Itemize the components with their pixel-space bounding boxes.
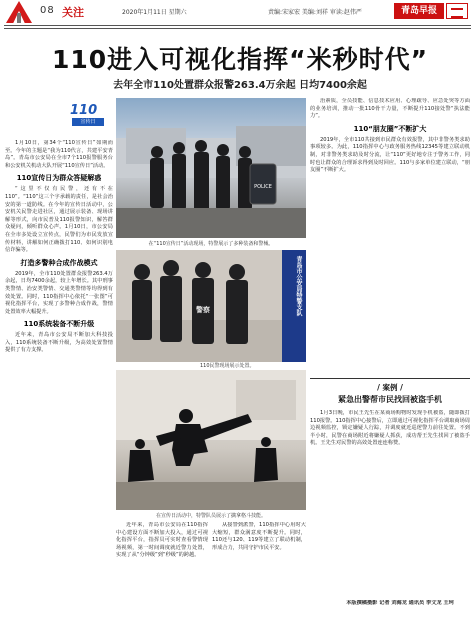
section-body-combat: 2019年，全市110处置群众报警263.4万余起，日均7400余起，较上年增长。其中刑事类警情、治安类警情、交通类警情等均得到有效处置。同时，110指挥中心依托“一张图”可视化指挥平台，实现了多警种合成作战，警情处置效率大幅提升。 [5,270,113,315]
issue-date: 2020年1月11日 星期六 [122,9,187,16]
intro-paragraph: 1月10日，第34个“110宣传日”如期而至。今年的主题是“我为110代言，共建平安青岛”。青岛市公安局在全市7个110报警服务台和公安机关机动大队开展“110宣传日”活动。 [5,140,113,169]
center-column-b [212,522,306,616]
center-paragraph-b: 从接警到派警，110指挥中心用时大大缩短，群众满意度不断提升。同时，110还与120、119等建立了联动机制，形成合力，共同守护市民平安。 [212,522,306,551]
center-column-a [116,522,208,616]
case-label: / 案例 / [377,383,403,392]
right-column [310,98,470,376]
photo-martial-arts [116,370,306,510]
banner-text: 青岛市公安局特警支队 [295,256,302,316]
subheadline: 去年全市110处置群众报警263.4万余起 日均7400余起 [113,80,367,91]
section-body-equipment: 近年来，青岛市公安局不断加大科技投入，110系统装备不断升级，为高效处置警情提供了有力支撑。 [5,332,113,354]
caption-mid: 110民警现场展示处置。 [200,363,255,369]
case-body: 1月3日晚，市民王先生在某商场购物时发现手机被盗，随即拨打110报警。110指挥中心接警后，立即通过可视化指挥平台调取商场周边视频监控，锁定嫌疑人行踪，并调度就近巡逻警力前往处置。不到半小时，民警在商场附近将嫌疑人抓获，成功帮王先生找回了被盗手机。王先生对民警的高效处置连连称赞。 [310,410,470,447]
section-title-combat: 打造多警种合成作战模式 [20,258,98,267]
case-column [310,410,470,600]
officers-illustration [116,250,306,362]
caption-top: 在“110宣传日”活动现场，特警展示了多种装备和警械。 [148,241,274,247]
right-lead-paragraph: 治素质，全员技能、信息技术应用、心理疏导、应急处突等方面的业务培训，推动一批110骨干力量，不断提升110接处警“执法能力”。 [310,98,470,120]
center-paragraph-a: 近年来，青岛市公安局在110指挥中心建设方面不断加大投入，通过可视化指挥平台，指挥员可实时查看警情现场视频，第一时间调度就近警力处置，实现了从“分钟级”到“秒级”的跨越。 [116,522,208,559]
case-divider [310,378,470,379]
photo-swat-team [116,98,306,238]
section-name: 关注 [62,6,84,19]
headline: 110进入可视化指挥“米秒时代” [51,45,429,74]
shield-label: POLICE [254,184,272,190]
badge-number: 110 [70,103,98,118]
photo-officers [116,250,306,362]
masthead-rule-2 [4,28,471,29]
uniform-text: 警察 [196,306,210,314]
badge-label: 宣传日 [72,118,104,126]
section-title-equipment: 110系统装备不断升级 [23,320,95,329]
left-column [5,140,113,616]
section-body-friends: 2019年，全市110共接到市民群众有效报警，其中非警务类求助事项较多。为此，110指挥中心与政务服务热线12345等建立联动机制，对非警务类求助及时分流，让“110”更好地专注于警务工作，同时也让群众的合理诉求得到及时回应。110与多家单位建立联动，“朋友圈”不断扩大。 [310,136,470,174]
masthead [0,0,475,24]
martial-arts-illustration [116,370,306,510]
byline: 本版撰稿摄影 记者 刘海龙 通讯员 李文龙 王珂 [346,600,454,606]
section-letter-logo [6,1,32,23]
masthead-rule [4,25,471,26]
logo-emblem-icon [446,3,468,19]
case-title: 紧急出警帮市民找回被盗手机 [338,395,442,404]
swat-team-illustration [116,98,306,238]
editors-line: 责编:宋家宏 美编:刘祥 审读:赵伟严 [268,9,362,16]
page-number: 08 [40,5,55,16]
caption-bottom: 在宣传日活动中，特警队员展示了擒拿格斗技能。 [155,513,266,519]
110-badge [70,103,106,139]
section-title-qa: 110宣传日为群众答疑解惑 [16,174,102,183]
section-body-qa: “这里不仅有民警，还有不在110”。“110”这三个字承载的责任，是社会治安的第一道防线。在今年的宣传日活动中，公安机关民警走进社区，通过展示装备、现场讲解等形式，向市民普及110报警知识，解答群众疑问，倾听群众心声。1月10日，市公安局在全市多处设立宣传点，民警们为市民发放宣传材料，讲解如何正确拨打110、如何识别电信诈骗等。 [5,186,113,254]
newspaper-logo: 青岛早报 [394,3,444,19]
section-title-friends: 110“朋友圈”不断扩大 [353,124,427,133]
